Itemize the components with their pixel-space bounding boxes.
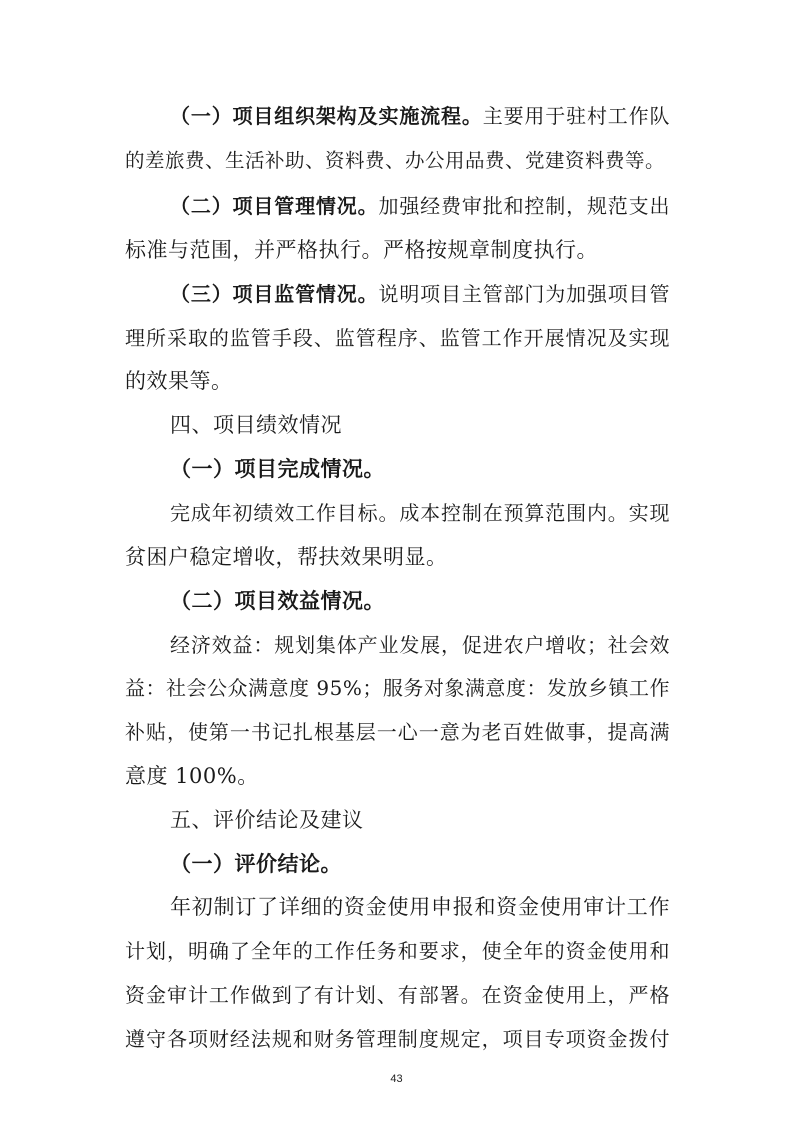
supervision-heading: （三）项目监管情况。 bbox=[170, 282, 379, 306]
org-text: 主要用于驻村工作队 bbox=[482, 104, 671, 128]
mgmt-text: 加强经费审批和控制，规范支出 bbox=[378, 194, 671, 218]
completion-line-2: 贫困户稳定增收，帮扶效果明显。 bbox=[125, 545, 448, 569]
supervision-line-1 bbox=[170, 281, 670, 307]
benefit-line-1: 经济效益：规划集体产业发展，促进农户增收；社会效 bbox=[170, 633, 670, 657]
conclusion-line-4: 遵守各项财经法规和财务管理制度规定，项目专项资金拨付 bbox=[125, 1027, 670, 1051]
conclusion-heading: （一）评价结论。 bbox=[170, 852, 342, 876]
mgmt-heading: （二）项目管理情况。 bbox=[170, 194, 379, 218]
completion-heading: （一）项目完成情况。 bbox=[170, 457, 385, 481]
benefit-line-3: 补贴，使第一书记扎根基层一心一意为老百姓做事，提高满 bbox=[125, 720, 670, 744]
mgmt-line-1 bbox=[170, 193, 670, 219]
conclusion-line-1: 年初制订了详细的资金使用申报和资金使用审计工作 bbox=[170, 895, 670, 919]
org-line-2: 的差旅费、生活补助、资料费、办公用品费、党建资料费等。 bbox=[125, 149, 666, 172]
section-4-title: 四、项目绩效情况 bbox=[170, 413, 342, 437]
supervision-line-3: 的效果等。 bbox=[125, 369, 233, 393]
org-line-1 bbox=[170, 103, 670, 129]
benefit-line-4: 意度 100%。 bbox=[125, 764, 259, 788]
mgmt-line-2: 标准与范围，并严格执行。严格按规章制度执行。 bbox=[125, 238, 598, 262]
benefit-heading: （二）项目效益情况。 bbox=[170, 589, 385, 613]
page-number: 43 bbox=[390, 1073, 403, 1085]
conclusion-line-2: 计划，明确了全年的工作任务和要求，使全年的资金使用和 bbox=[125, 939, 670, 963]
conclusion-line-3: 资金审计工作做到了有计划、有部署。在资金使用上，严格 bbox=[125, 983, 670, 1007]
benefit-line-2: 益：社会公众满意度 95%；服务对象满意度：发放乡镇工作 bbox=[125, 676, 670, 700]
completion-line-1: 完成年初绩效工作目标。成本控制在预算范围内。实现 bbox=[170, 501, 670, 525]
section-5-title: 五、评价结论及建议 bbox=[170, 808, 364, 832]
supervision-text: 说明项目主管部门为加强项目管 bbox=[378, 282, 671, 306]
org-heading: （一）项目组织架构及实施流程。 bbox=[170, 104, 483, 128]
supervision-line-2: 理所采取的监管手段、监管程序、监管工作开展情况及实现 bbox=[125, 326, 670, 350]
